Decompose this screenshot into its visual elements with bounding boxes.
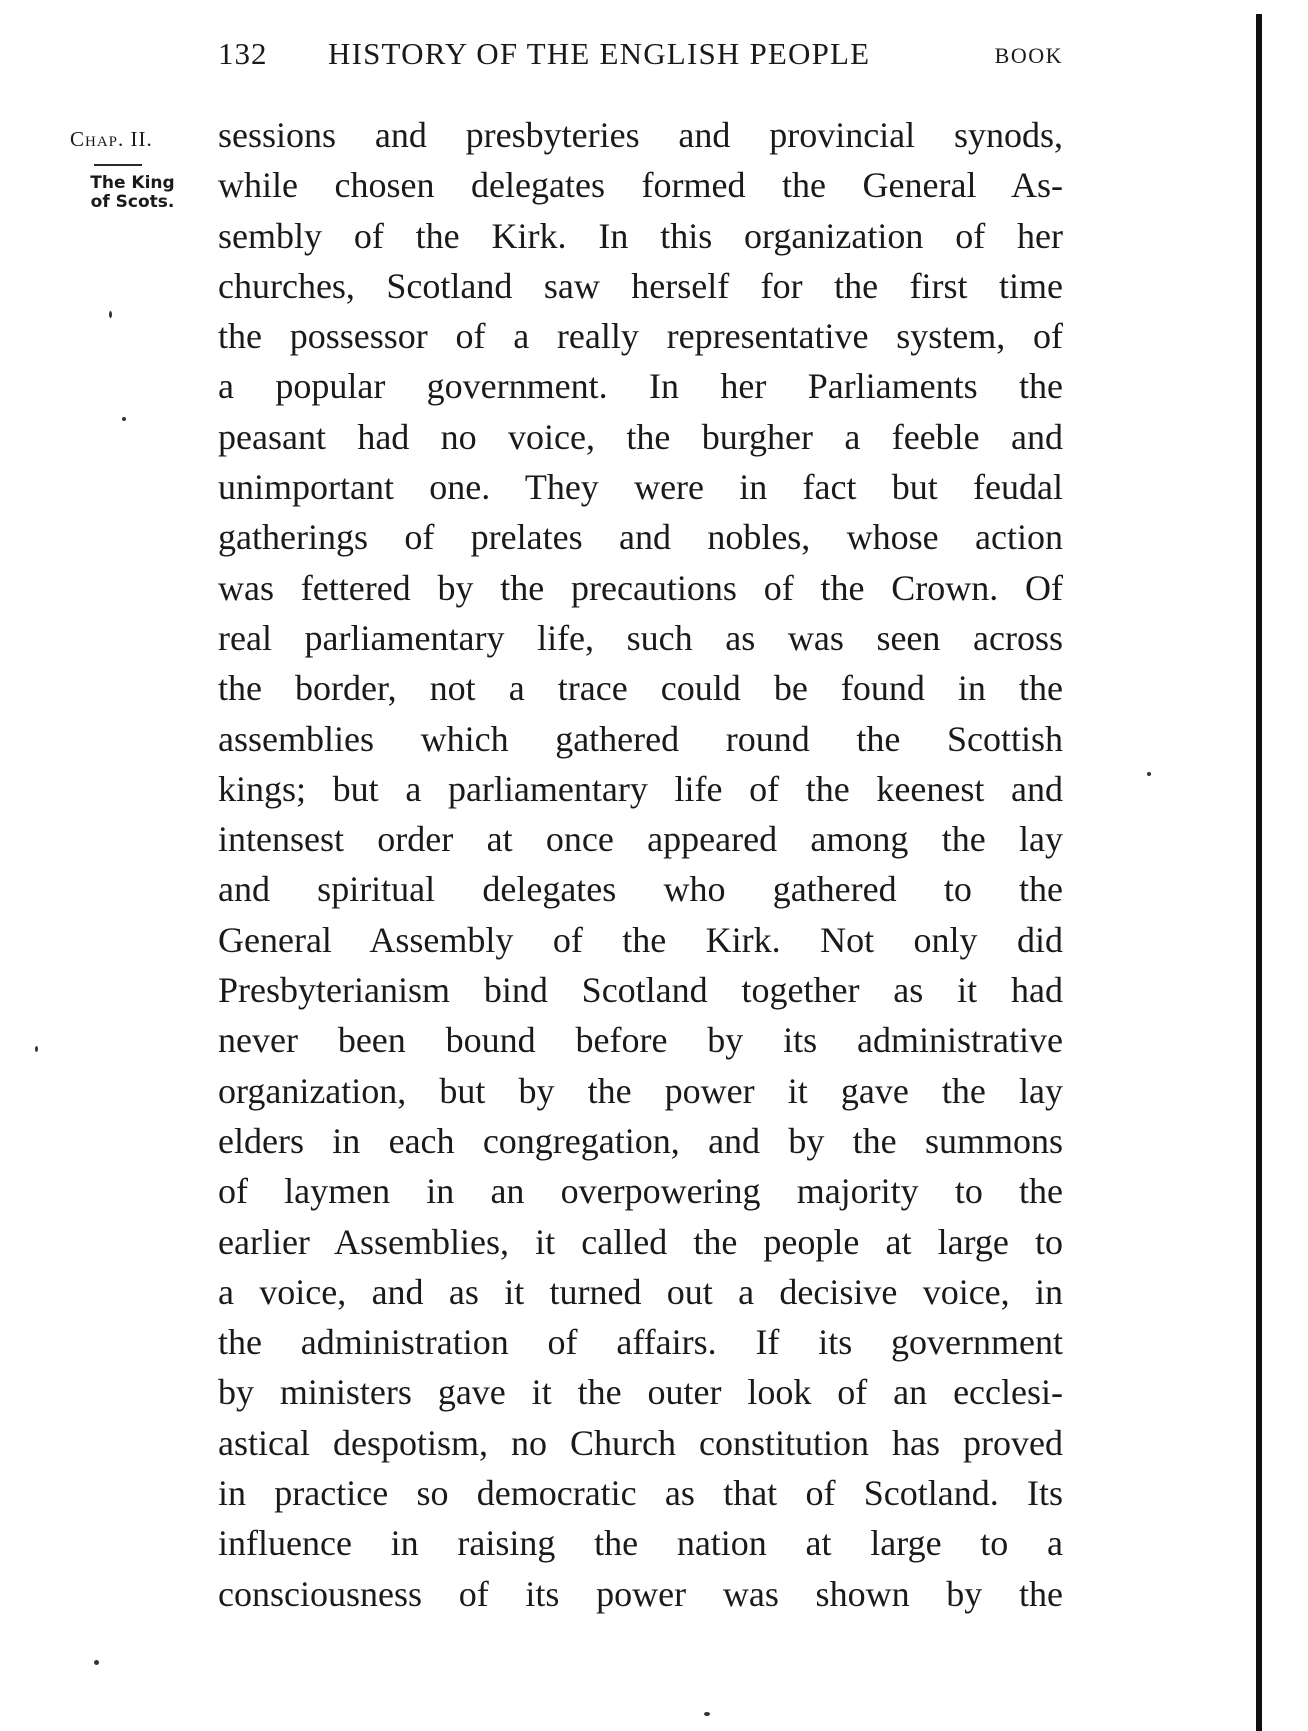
chapter-label: Chap. II. [70, 127, 153, 151]
text-line: gatherings of prelates and nobles, whose action [218, 517, 1063, 558]
scan-speck [1147, 772, 1151, 776]
text-line: the possessor of a really representative system, of [218, 316, 1063, 357]
scan-speck [122, 417, 126, 421]
text-line: assemblies which gathered round the Scottish [218, 718, 1063, 759]
text-line: and spiritual delegates who gathered to the [218, 869, 1063, 910]
running-title: HISTORY OF THE ENGLISH PEOPLE [328, 36, 871, 71]
sidenote-title-line-2: of Scots. [90, 192, 175, 212]
page-number: 132 [218, 36, 268, 71]
scan-speck [704, 1712, 710, 1716]
text-line: in practice so democratic as that of Scotland. Its [218, 1473, 1063, 1514]
text-line: astical despotism, no Church constitution has proved [218, 1422, 1063, 1463]
running-head [218, 36, 1063, 76]
text-line: the border, not a trace could be found in the [218, 668, 1063, 709]
text-line: a popular government. In her Parliaments the [218, 366, 1063, 407]
sidenote-divider [94, 164, 142, 166]
text-line: was fettered by the precautions of the Crown. Of [218, 567, 1063, 608]
text-line: sembly of the Kirk. In this organization of her [218, 215, 1063, 256]
text-line: unimportant one. They were in fact but feudal [218, 467, 1063, 508]
text-line: General Assembly of the Kirk. Not only did [218, 919, 1063, 960]
text-line: consciousness of its power was shown by the [218, 1573, 1063, 1614]
text-line: real parliamentary life, such as was seen across [218, 617, 1063, 658]
text-line: sessions and presbyteries and provincial synods, [218, 115, 1063, 155]
text-line: of laymen in an overpowering majority to the [218, 1171, 1063, 1212]
margin-sidenote [70, 126, 195, 212]
text-line: kings; but a parliamentary life of the keenest and [218, 768, 1063, 809]
text-line: intensest order at once appeared among the lay [218, 819, 1063, 860]
text-line: elders in each congregation, and by the summons [218, 1120, 1063, 1161]
scan-edge-rule [1256, 14, 1262, 1731]
scan-speck [109, 311, 112, 318]
scan-speck [35, 1046, 38, 1052]
text-line: while chosen delegates formed the General As- [218, 165, 1063, 206]
sidenote-title-line-1: The King [90, 173, 175, 193]
text-line: peasant had no voice, the burgher a feeble and [218, 416, 1063, 457]
scan-speck [94, 1660, 99, 1665]
text-line: influence in raising the nation at large to a [218, 1523, 1063, 1564]
text-line: a voice, and as it turned out a decisive voice, in [218, 1271, 1063, 1312]
text-line: by ministers gave it the outer look of an ecclesi- [218, 1372, 1063, 1413]
running-book-label: BOOK [994, 43, 1063, 68]
text-line: the administration of affairs. If its government [218, 1322, 1063, 1363]
text-line: earlier Assemblies, it called the people at large to [218, 1221, 1063, 1262]
text-line: churches, Scotland saw herself for the first time [218, 265, 1063, 306]
body-text [218, 110, 1063, 1619]
text-line: never been bound before by its administrative [218, 1020, 1063, 1061]
text-line: organization, but by the power it gave the lay [218, 1070, 1063, 1111]
text-line: Presbyterianism bind Scotland together as it had [218, 970, 1063, 1011]
